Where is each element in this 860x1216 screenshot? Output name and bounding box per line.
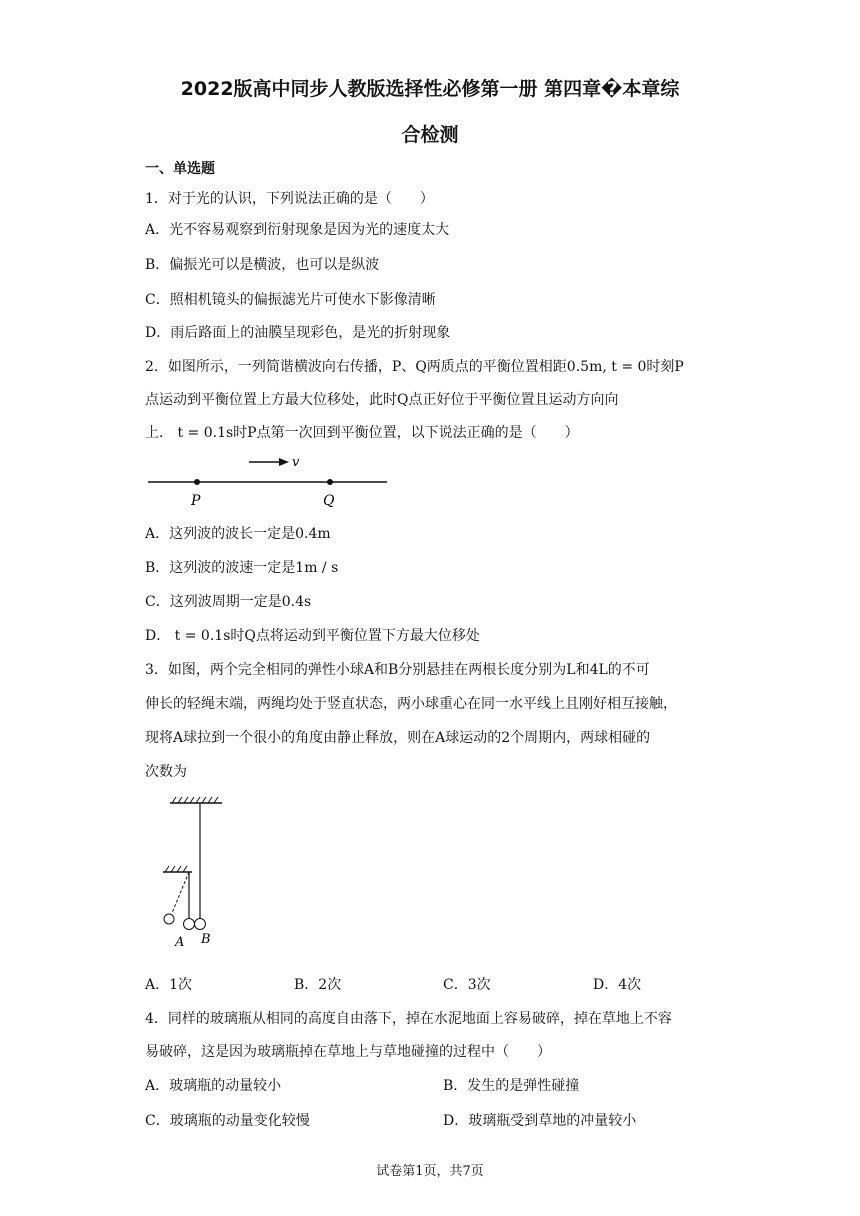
question-1-stem: 1．对于光的认识，下列说法正确的是（ ） <box>145 191 434 207</box>
question-2-option-c: C．这列波周期一定是0.4s <box>145 594 312 610</box>
pendulum-figure <box>160 795 235 955</box>
question-1-option-b: B．偏振光可以是横波，也可以是纵波 <box>145 257 380 273</box>
velocity-label: v <box>292 455 300 470</box>
wave-figure <box>145 452 395 512</box>
ball-b <box>195 919 206 930</box>
question-2-option-b: B．这列波的波速一定是1m / s <box>145 560 339 576</box>
displaced-string <box>172 872 189 913</box>
question-3-option-d: D．4次 <box>593 977 642 993</box>
question-4-option-a: A．玻璃瓶的动量较小 <box>145 1078 282 1094</box>
question-3-option-b: B．2次 <box>294 977 342 993</box>
ball-a-displaced <box>164 914 174 924</box>
question-2-stem-line1: 2．如图所示，一列简谐横波向右传播，P、Q两质点的平衡位置相距0.5m, t = 0时刻P <box>145 359 684 375</box>
question-1-option-a: A．光不容易观察到衍射现象是因为光的速度太大 <box>145 222 450 238</box>
question-3-option-a: A．1次 <box>145 977 193 993</box>
question-3-stem-line2: 伸长的轻绳末端，两绳均处于竖直状态，两小球重心在同一水平线上且刚好相互接触， <box>145 696 677 712</box>
point-p-label: P <box>191 493 201 509</box>
ball-b-label: B <box>201 932 211 947</box>
document-title-line1: 2022版高中同步人教版选择性必修第一册 第四章�本章综 <box>180 78 680 100</box>
question-2-option-d: D． t = 0.1s时Q点将运动到平衡位置下方最大位移处 <box>145 628 480 644</box>
question-2-stem-line2: 点运动到平衡位置上方最大位移处，此时Q点正好位于平衡位置且运动方向向 <box>145 392 619 408</box>
question-4-option-c: C．玻璃瓶的动量变化较慢 <box>145 1113 310 1129</box>
question-3-stem-line1: 3．如图，两个完全相同的弹性小球A和B分别悬挂在两根长度分别为L和4L的不可 <box>145 662 650 678</box>
page-footer: 试卷第1页，共7页 <box>376 1164 484 1179</box>
question-1-option-d: D．雨后路面上的油膜呈现彩色，是光的折射现象 <box>145 325 451 341</box>
question-2-option-a: A．这列波的波长一定是0.4m <box>145 526 331 542</box>
question-4-stem-line1: 4．同样的玻璃瓶从相同的高度自由落下，掉在水泥地面上容易破碎，掉在草地上不容 <box>145 1011 672 1027</box>
section-heading: 一、单选题 <box>145 161 215 177</box>
question-4-option-d: D．玻璃瓶受到草地的冲量较小 <box>443 1113 637 1129</box>
ball-a <box>184 919 195 930</box>
question-4-option-b: B．发生的是弹性碰撞 <box>443 1078 580 1094</box>
question-1-option-c: C．照相机镜头的偏振滤光片可使水下影像清晰 <box>145 292 436 308</box>
question-3-stem-line4: 次数为 <box>145 764 187 780</box>
question-2-stem-line3: 上． t = 0.1s时P点第一次回到平衡位置，以下说法正确的是（ ） <box>145 425 579 441</box>
document-title-line2: 合检测 <box>401 124 459 146</box>
point-p-dot <box>194 479 200 485</box>
question-3-option-c: C．3次 <box>443 977 491 993</box>
point-q-label: Q <box>323 493 335 509</box>
ball-a-label: A <box>175 935 185 950</box>
question-4-stem-line2: 易破碎，这是因为玻璃瓶掉在草地上与草地碰撞的过程中（ ） <box>145 1044 551 1060</box>
question-3-stem-line3: 现将A球拉到一个很小的角度由静止释放，则在A球运动的2个周期内，两球相碰的 <box>145 730 651 746</box>
point-q-dot <box>327 479 333 485</box>
